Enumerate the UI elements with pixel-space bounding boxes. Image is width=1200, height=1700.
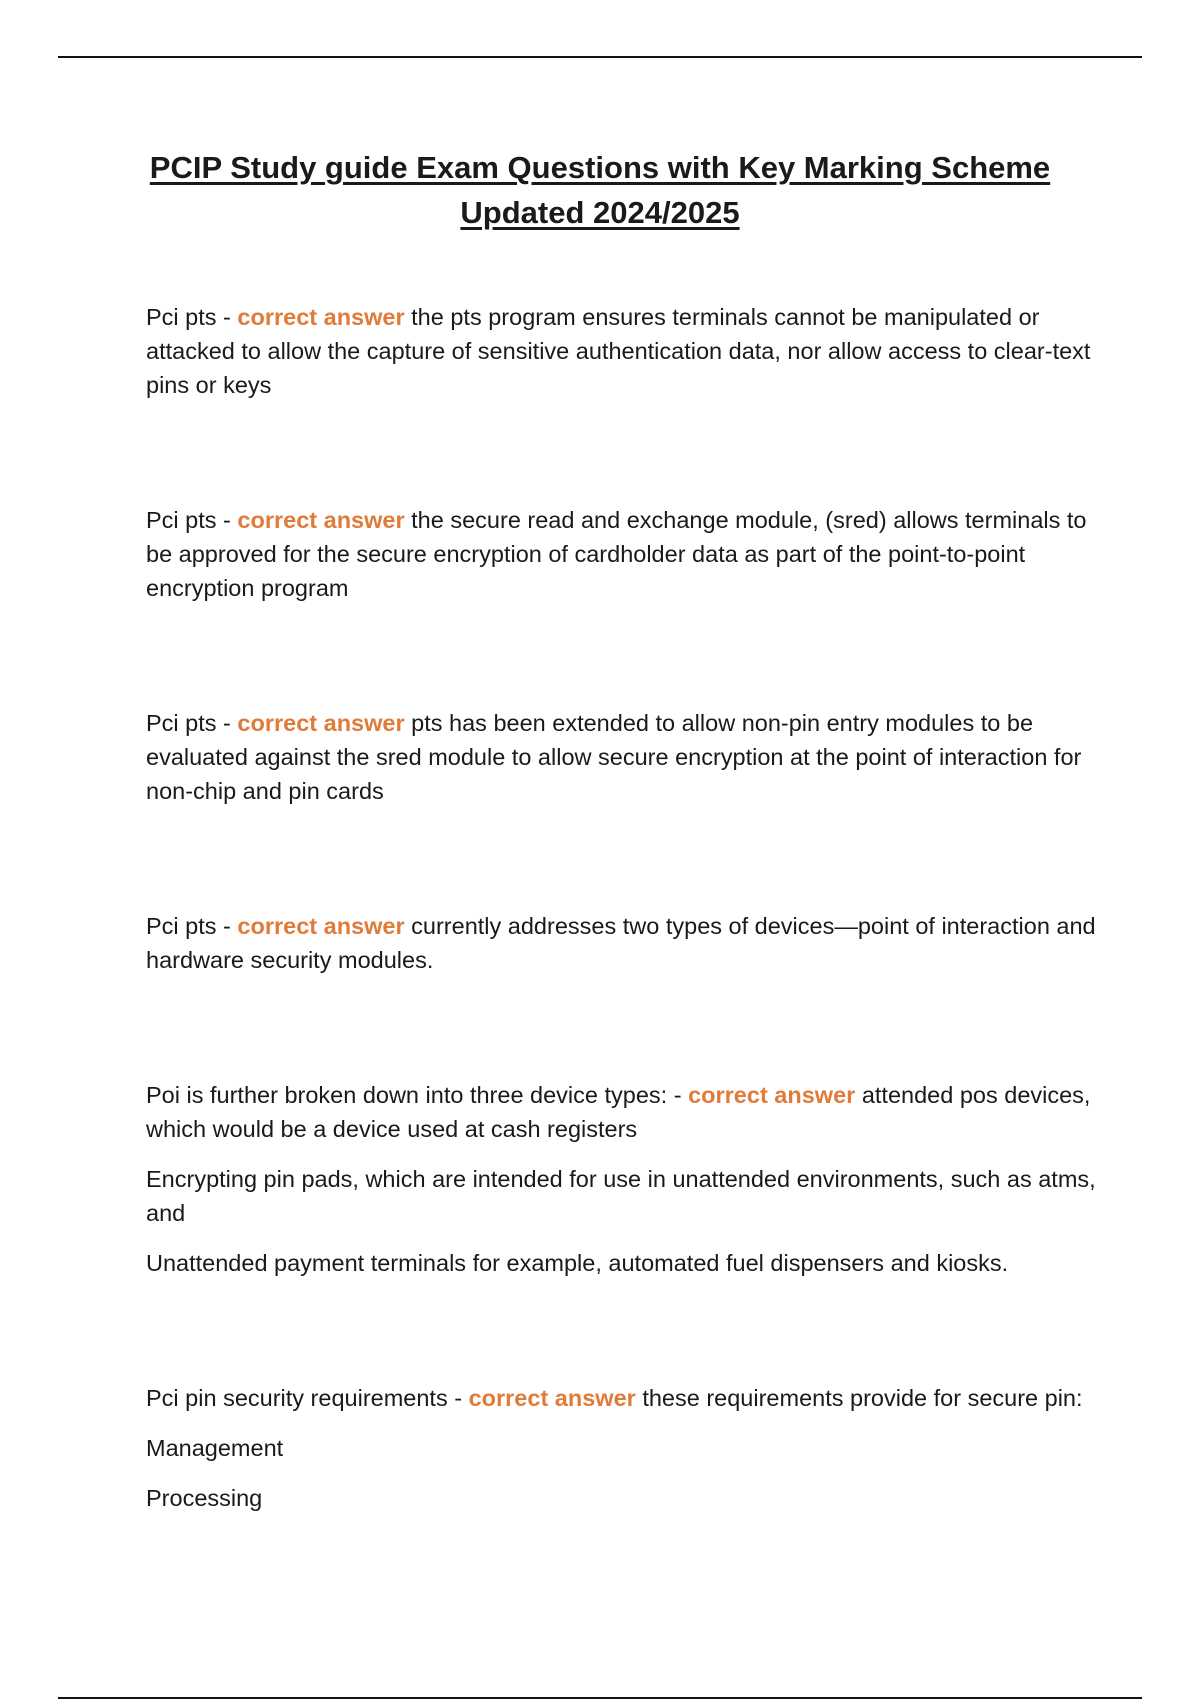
answer-continuation: Encrypting pin pads, which are intended for use in unattended environments, such as atms, and [146,1166,1096,1226]
question-prompt: Poi is further broken down into three device types: - [146,1082,689,1108]
answer-continuation: Processing [146,1485,263,1511]
qa-item [146,1381,1096,1515]
qa-paragraph [146,1381,1096,1415]
answer-continuation: Management [146,1435,284,1461]
correct-answer-tag: correct answer [468,1385,636,1411]
answer-text: currently addresses two types of devices—point of interaction and hardware security modules. [146,913,1096,973]
bottom-rule [58,1697,1142,1699]
title-line-1: PCIP Study guide Exam Questions with Key Marking Scheme [149,150,1051,185]
question-prompt: Pci pin security requirements - [146,1385,469,1411]
correct-answer-tag: correct answer [237,913,405,939]
qa-item [146,909,1096,977]
qa-item [146,300,1096,402]
answer-continuation: Unattended payment terminals for example, automated fuel dispensers and kiosks. [146,1250,1009,1276]
answer-text: the pts program ensures terminals cannot be manipulated or attacked to allow the capture of sensitive authentication data, nor allow access to clear-text pins or keys [146,304,1091,398]
qa-paragraph [146,300,1096,402]
title-line-2: Updated 2024/2025 [460,195,740,230]
question-prompt: Pci pts - [146,913,238,939]
correct-answer-tag: correct answer [688,1082,856,1108]
qa-paragraph [146,706,1096,808]
answer-text: the secure read and exchange module, (sred) allows terminals to be approved for the secure encryption of cardholder data as part of the point-to-point encryption program [146,507,1087,601]
document-title [100,145,1100,235]
qa-item [146,1078,1096,1280]
qa-paragraph [146,1078,1096,1146]
question-prompt: Pci pts - [146,507,238,533]
answer-text: these requirements provide for secure pin: [635,1385,1083,1411]
qa-list [146,300,1096,1616]
top-rule [58,56,1142,58]
qa-paragraph [146,503,1096,605]
qa-paragraph [146,909,1096,977]
answer-text: pts has been extended to allow non-pin entry modules to be evaluated against the sred module to allow secure encryption at the point of interaction for non-chip and pin cards [146,710,1082,804]
correct-answer-tag: correct answer [237,304,405,330]
qa-item [146,706,1096,808]
correct-answer-tag: correct answer [237,710,405,736]
answer-text: attended pos devices, which would be a device used at cash registers [146,1082,1091,1142]
question-prompt: Pci pts - [146,304,238,330]
correct-answer-tag: correct answer [237,507,405,533]
question-prompt: Pci pts - [146,710,238,736]
qa-item [146,503,1096,605]
